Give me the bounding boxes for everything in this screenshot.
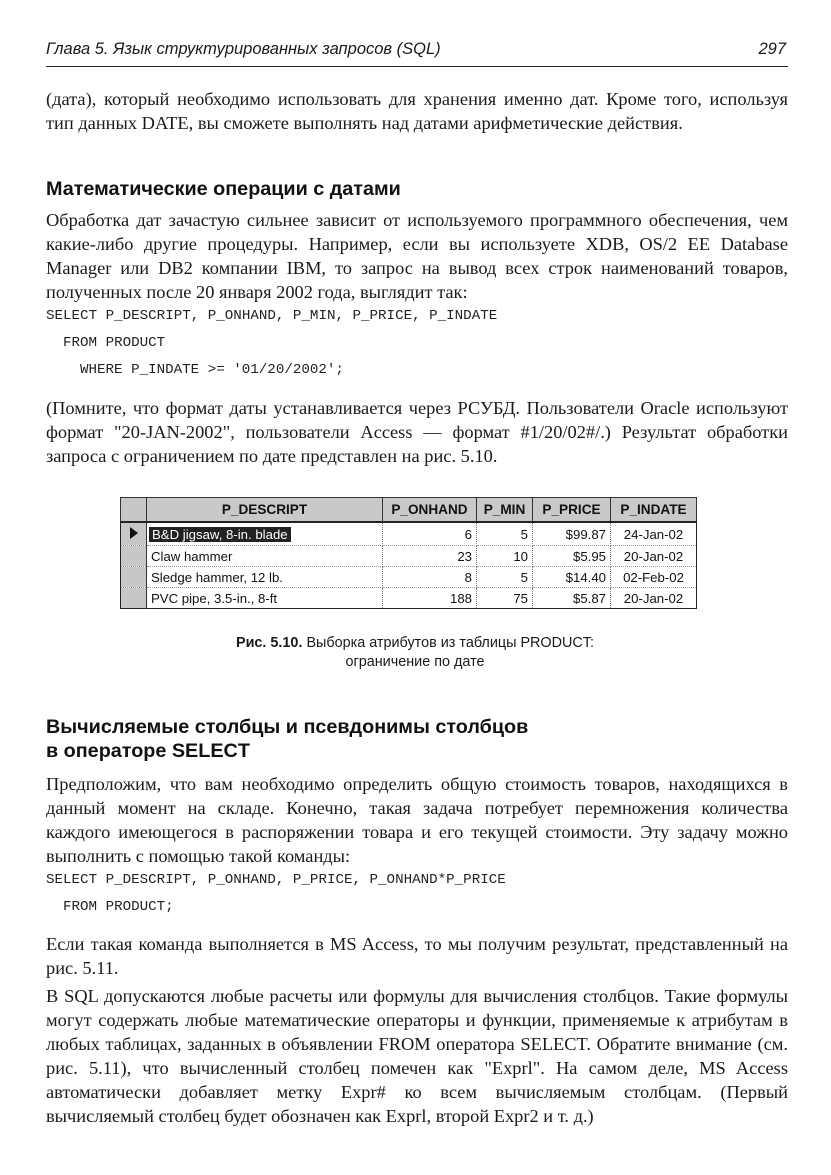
cell-onhand[interactable]: 8 bbox=[383, 567, 477, 588]
datasheet-header-row bbox=[121, 498, 697, 523]
code-line-select: SELECT P_DESCRIPT, P_ONHAND, P_MIN, P_PRICE, P_INDATE bbox=[46, 308, 498, 324]
cell-onhand[interactable]: 6 bbox=[383, 522, 477, 546]
date-format-paragraph: (Помните, что формат даты устанавливается через РСУБД. Пользователи Oracle используют формат "20-JAN-2002", пользователи Access — формат #1/20/02#/.) Результат обработки запроса с ограничением по дате представлен на рис. 5.10. bbox=[46, 398, 788, 466]
cell-indate[interactable]: 24-Jan-02 bbox=[611, 522, 697, 546]
current-record-arrow-icon bbox=[130, 527, 138, 539]
table-row[interactable] bbox=[121, 522, 697, 546]
running-header bbox=[46, 40, 788, 67]
cell-price[interactable]: $5.87 bbox=[533, 588, 611, 609]
section-heading-line2: в операторе SELECT bbox=[46, 740, 250, 762]
figure-caption-label: Рис. 5.10. bbox=[235, 635, 303, 651]
row-selector[interactable] bbox=[121, 546, 147, 567]
cell-min[interactable]: 75 bbox=[477, 588, 533, 609]
column-header-p-descript[interactable]: P_DESCRIPT bbox=[147, 498, 383, 523]
section-heading-computed-columns bbox=[46, 715, 528, 763]
table-row[interactable] bbox=[121, 546, 697, 567]
cell-min[interactable]: 5 bbox=[477, 522, 533, 546]
cell-descript[interactable]: Sledge hammer, 12 lb. bbox=[147, 567, 383, 588]
table-row[interactable] bbox=[121, 588, 697, 609]
cell-onhand[interactable]: 188 bbox=[383, 588, 477, 609]
sql-formulas-paragraph: В SQL допускаются любые расчеты или формулы для вычисления столбцов. Такие формулы могут содержать любые математические операторы и функции, применяемые к атрибутам в любых таблицах, заданных в объявлении FROM оператора SELECT. Обратите внимание (см. рис. 5.11), что вычисленный столбец помечен как "Exprl". На самом деле, MS Access автоматически добавляет метку Expr# ко всем вычисляемым столбцам. (Первый вычисляемый столбец будет обозначен как Exprl, второй Expr2 и т. д.) bbox=[46, 986, 788, 1126]
cell-descript[interactable]: Claw hammer bbox=[147, 546, 383, 567]
cell-indate[interactable]: 02-Feb-02 bbox=[611, 567, 697, 588]
code-line-select-2: SELECT P_DESCRIPT, P_ONHAND, P_PRICE, P_ONHAND*P_PRICE bbox=[46, 872, 506, 888]
figure-caption bbox=[120, 634, 710, 672]
code-line-from-2: FROM PRODUCT; bbox=[63, 899, 174, 915]
row-selector[interactable] bbox=[121, 567, 147, 588]
row-selector-header[interactable] bbox=[121, 498, 147, 523]
table-row[interactable] bbox=[121, 567, 697, 588]
column-header-p-onhand[interactable]: P_ONHAND bbox=[383, 498, 477, 523]
figure-caption-text: Выборка атрибутов из таблицы PRODUCT: bbox=[306, 635, 594, 651]
column-header-p-min[interactable]: P_MIN bbox=[477, 498, 533, 523]
row-selector[interactable] bbox=[121, 588, 147, 609]
cell-descript[interactable] bbox=[147, 522, 383, 546]
column-header-p-price[interactable]: P_PRICE bbox=[533, 498, 611, 523]
cell-min[interactable]: 10 bbox=[477, 546, 533, 567]
section-heading-line1: Вычисляемые столбцы и псевдонимы столбцов bbox=[46, 716, 529, 738]
page-number: 297 bbox=[758, 40, 786, 58]
cell-indate[interactable]: 20-Jan-02 bbox=[611, 546, 697, 567]
cell-min[interactable]: 5 bbox=[477, 567, 533, 588]
access-result-paragraph: Если такая команда выполняется в MS Access, то мы получим результат, представленный на рис. 5.11. bbox=[46, 934, 788, 978]
column-header-p-indate[interactable]: P_INDATE bbox=[611, 498, 697, 523]
code-line-where: WHERE P_INDATE >= '01/20/2002'; bbox=[80, 362, 344, 378]
cell-price[interactable]: $99.87 bbox=[533, 522, 611, 546]
cell-indate[interactable]: 20-Jan-02 bbox=[611, 588, 697, 609]
code-line-from: FROM PRODUCT bbox=[63, 335, 166, 351]
date-math-paragraph: Обработка дат зачастую сильнее зависит от используемого программного обеспечения, чем какие-либо другие процедуры. Например, если вы используете XDB, OS/2 EE Database Manager или DB2 компании IBM, то запрос на вывод всех строк наименований товаров, полученных после 20 января 2002 года, выглядит так: bbox=[46, 210, 788, 302]
chapter-title: Глава 5. Язык структурированных запросов (SQL) bbox=[46, 40, 441, 58]
cell-price[interactable]: $5.95 bbox=[533, 546, 611, 567]
section-heading-date-math: Математические операции с датами bbox=[46, 178, 401, 200]
computed-columns-paragraph: Предположим, что вам необходимо определить общую стоимость товаров, находящихся в данный момент на складе. Конечно, такая задача потребует перемножения количества каждого имеющегося в распоряжении товара и его текущей стоимости. Эту задачу можно выполнить с помощью такой команды: bbox=[46, 774, 788, 866]
cell-price[interactable]: $14.40 bbox=[533, 567, 611, 588]
query-result-datasheet bbox=[120, 497, 697, 609]
intro-paragraph: (дата), который необходимо использовать для хранения именно дат. Кроме того, используя тип данных DATE, вы сможете выполнять над датами арифметические действия. bbox=[46, 89, 788, 133]
cell-onhand[interactable]: 23 bbox=[383, 546, 477, 567]
figure-caption-text-line2: ограничение по дате bbox=[345, 654, 485, 670]
selected-cell-text: B&D jigsaw, 8-in. blade bbox=[149, 527, 291, 542]
row-selector[interactable] bbox=[121, 522, 147, 546]
cell-descript[interactable]: PVC pipe, 3.5-in., 8-ft bbox=[147, 588, 383, 609]
